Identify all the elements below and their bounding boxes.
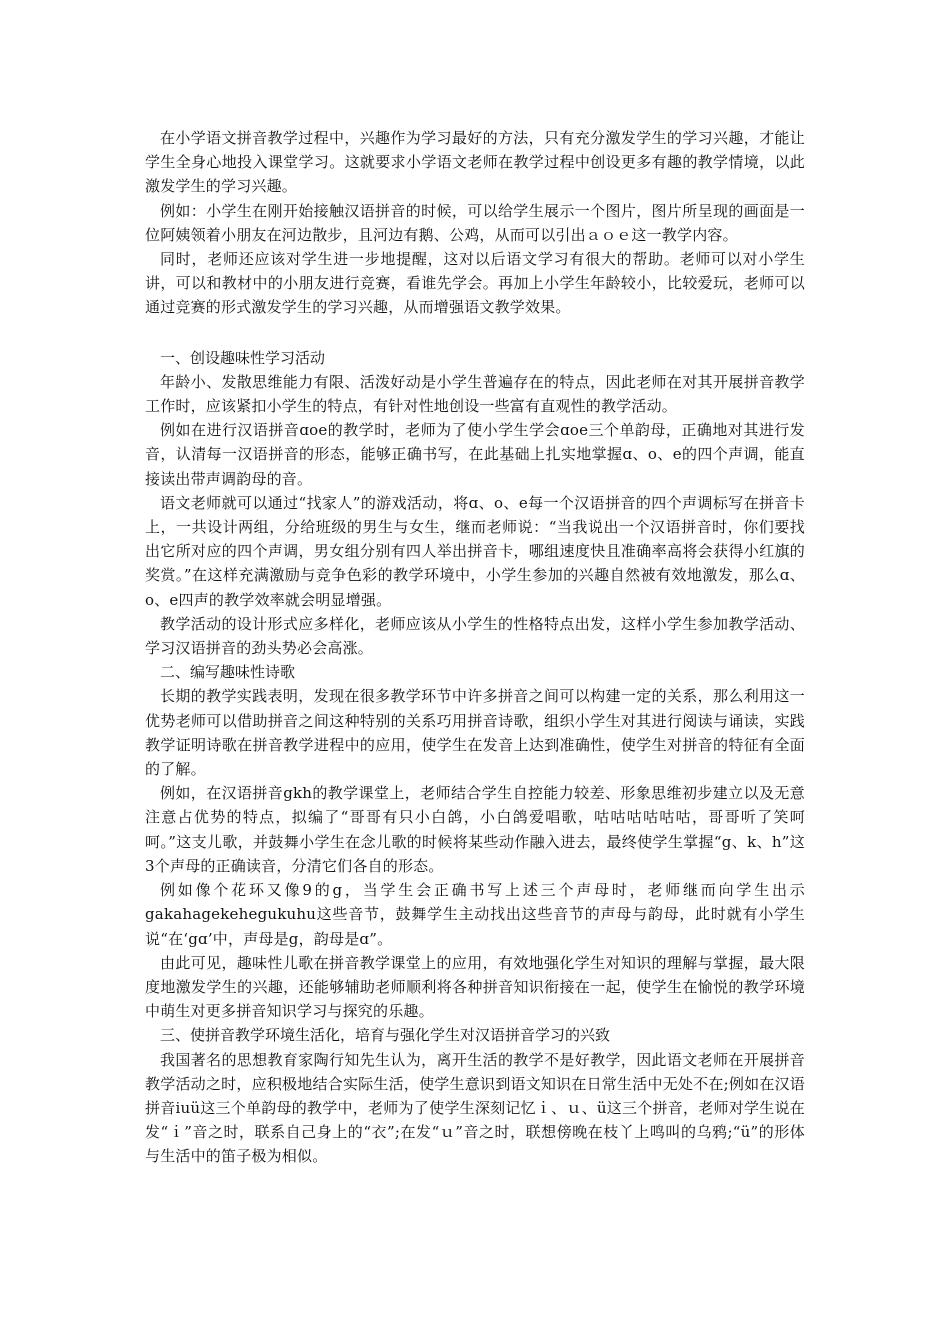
intro-paragraph: 例如：小学生在刚开始接触汉语拼音的时候，可以给学生展示一个图片，图片所呈现的画面是一位阿姨领着小朋友在河边散步，且河边有鹅、公鸡，从而可以引出ａｏｅ这一教学内容。 [145,201,805,244]
body-paragraph: 我国著名的思想教育家陶行知先生认为，离开生活的教学不是好教学，因此语文老师在开展拼音教学活动之时，应积极地结合实际生活，使学生意识到语文知识在日常生活中无处不在;例如在汉语拼音iuü这三个单韵母的教学中，老师为了使学生深刻记忆ｉ、ｕ、ü这三个拼音，老师对学生说在发“ｉ”音之时，联系自己身上的“衣”;在发“ｕ”音之时，联想傍晚在枝丫上鸣叫的乌鸦;“ü”的形体与生活中的笛子极为相似。 [145,1050,805,1166]
section-spacer [145,320,805,346]
body-paragraph: 年龄小、发散思维能力有限、活泼好动是小学生普遍存在的特点，因此老师在对其开展拼音教学工作时，应该紧扣小学生的特点，有针对性地创设一些富有直观性的教学活动。 [145,372,805,416]
section-heading: 一、创设趣味性学习活动 [160,348,326,367]
body-paragraph: 例如，在汉语拼音gkh的教学课堂上，老师结合学生自控能力较差、形象思维初步建立以及无意注意占优势的特点，拟编了“哥哥有只小白鸽，小白鸽爱唱歌，咕咕咕咕咕咕，哥哥听了笑呵呵。”这支儿歌，并鼓舞小学生在念儿歌的时候将某些动作融入进去，最终使学生掌握“g、k、h”这3个声母的正确读音，分清它们各自的形态。 [145,784,805,875]
intro-paragraph: 同时，老师还应该对学生进一步地提醒，这对以后语文学习有很大的帮助。老师可以对小学生讲，可以和教材中的小朋友进行竞赛，看谁先学会。再加上小学生年龄较小，比较爱玩，老师可以通过竞赛的形式激发学生的学习兴趣，从而增强语文教学效果。 [145,250,805,317]
body-paragraph: 例如在进行汉语拼音ɑoe的教学时，老师为了使小学生学会ɑoe三个单韵母，正确地对其进行发音，认清每一汉语拼音的形态，能够正确书写，在此基础上扎实地掌握ɑ、o、e的四个声调，能直接读出带声调韵母的音。 [145,421,805,488]
body-paragraph: 例如像个花环又像9的g，当学生会正确书写上述三个声母时，老师继而向学生出示gakahagekehegukuhu这些音节，鼓舞学生主动找出这些音节的声母与韵母，此时就有小学生说“在‘gɑ’中，声母是g，韵母是ɑ”。 [145,881,805,948]
body-paragraph: 由此可见，趣味性儿歌在拼音教学课堂上的应用，有效地强化学生对知识的理解与掌握，最大限度地激发学生的兴趣，还能够辅助老师顺利将各种拼音知识衔接在一起，使学生在愉悦的教学环境中萌生对更多拼音知识学习与探究的乐趣。 [145,953,805,1021]
intro-paragraph: 在小学语文拼音教学过程中，兴趣作为学习最好的方法，只有充分激发学生的学习兴趣，才能让学生全身心地投入课堂学习。这就要求小学语文老师在教学过程中创设更多有趣的教学情境，以此激发学生的学习兴趣。 [145,129,805,196]
document-page [145,126,805,1169]
body-paragraph: 语文老师就可以通过“找家人”的游戏活动，将ɑ、o、e每一个汉语拼音的四个声调标写在拼音卡上，一共设计两组，分给班级的男生与女生，继而老师说：“当我说出一个汉语拼音时，你们要找出它所对应的四个声调，男女组分别有四人举出拼音卡，哪组速度快且准确率高将会获得小红旗的奖赏。”在这样充满激励与竞争色彩的教学环境中，小学生参加的兴趣自然被有效地激发，那么ɑ、o、e四声的教学效率就会明显增强。 [145,493,805,609]
section-heading: 三、使拼音教学环境生活化，培育与强化学生对汉语拼音学习的兴致 [160,1026,611,1045]
body-paragraph: 教学活动的设计形式应多样化，老师应该从小学生的性格特点出发，这样小学生参加教学活动、学习汉语拼音的劲头势必会高涨。 [145,614,805,658]
body-paragraph: 长期的教学实践表明，发现在很多教学环节中许多拼音之间可以构建一定的关系，那么利用这一优势老师可以借助拼音之间这种特别的关系巧用拼音诗歌，组织小学生对其进行阅读与诵读，实践教学证明诗歌在拼音教学进程中的应用，使学生在发音上达到准确性，使学生对拼音的特征有全面的了解。 [145,687,805,779]
section-heading: 二、编写趣味性诗歌 [160,663,296,682]
